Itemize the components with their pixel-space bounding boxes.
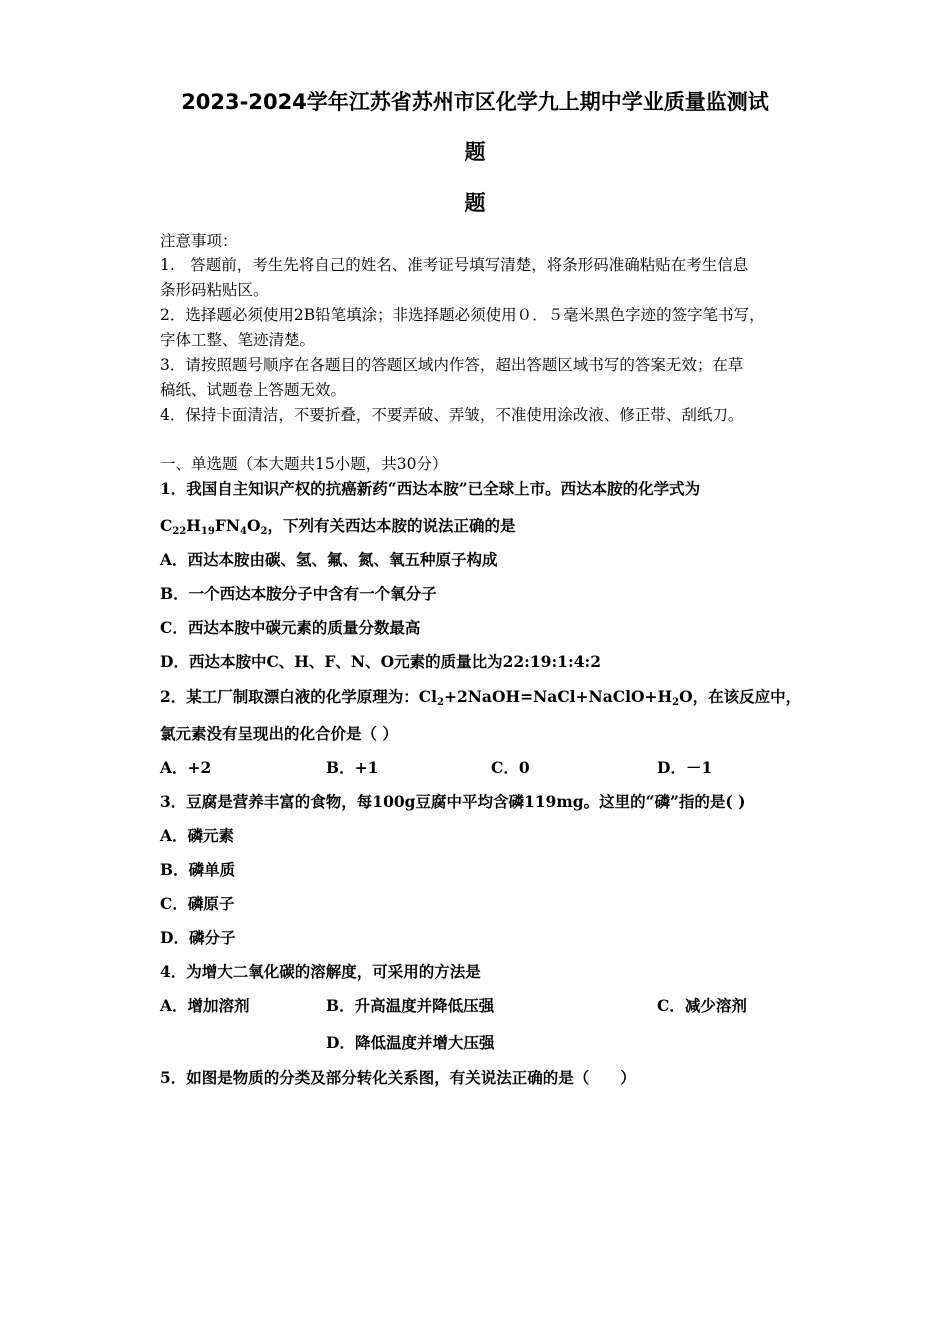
- formula-subscript: 2: [260, 526, 268, 537]
- question-4-stem: 4．为增大二氧化碳的溶解度，可采用的方法是: [160, 962, 481, 981]
- question-3-option-d: D．磷分子: [160, 928, 236, 947]
- exam-title-line-3: 题: [464, 191, 486, 215]
- notice-line: 条形码粘贴区。: [160, 281, 269, 299]
- notice-line: 3．请按照题号顺序在各题目的答题区域内作答，超出答题区域书写的答案无效；在草: [160, 356, 744, 374]
- formula-subscript: 2: [672, 697, 680, 708]
- question-2-stem: [160, 685, 801, 707]
- formula-element: O: [247, 516, 261, 535]
- formula-subscript: 2: [437, 697, 444, 708]
- formula-subscript: 22: [172, 526, 187, 537]
- question-2-stem-pre: 2．某工厂制取漂白液的化学原理为：Cl: [160, 687, 438, 706]
- question-1-option-c: C．西达本胺中碳元素的质量分数最高: [160, 618, 421, 637]
- question-2-option-c: C．0: [491, 758, 530, 777]
- formula-subscript: 4: [240, 526, 247, 537]
- question-1-option-a: A．西达本胺由碳、氢、氟、氮、氧五种原子构成: [160, 550, 498, 569]
- notice-line: 稿纸、试题卷上答题无效。: [160, 381, 347, 399]
- question-4-option-a: A．增加溶剂: [160, 996, 250, 1015]
- question-4-option-d: D．降低温度并增大压强: [326, 1033, 495, 1052]
- question-4-option-b: B．升高温度并降低压强: [326, 996, 495, 1015]
- question-5-stem: 5．如图是物质的分类及部分转化关系图，有关说法正确的是（ ）: [160, 1068, 636, 1087]
- section-heading: 一、单选题（本大题共15小题，共30分）: [160, 455, 448, 473]
- question-1-formula-line: [160, 514, 516, 536]
- question-2-stem-post: O，在该反应中，: [679, 687, 802, 706]
- question-2-stem-2: 氯元素没有呈现出的化合价是（ ）: [160, 724, 398, 743]
- question-3-stem: 3．豆腐是营养丰富的食物，每100g豆腐中平均含磷119mg。这里的“磷”指的是( ): [160, 792, 746, 811]
- notice-heading: 注意事项：: [160, 232, 238, 250]
- question-4-option-c: C．减少溶剂: [657, 996, 747, 1015]
- exam-title-line-2: 题: [464, 140, 486, 164]
- exam-title-line-1: 2023-2024学年江苏省苏州市区化学九上期中学业质量监测试: [181, 90, 769, 114]
- question-2-option-a: A．+2: [160, 758, 212, 777]
- question-1-stem: 1．我国自主知识产权的抗癌新药“西达本胺”已全球上市。西达本胺的化学式为: [160, 479, 701, 498]
- question-1-option-b: B．一个西达本胺分子中含有一个氧分子: [160, 584, 437, 603]
- question-1-stem-tail: ，下列有关西达本胺的说法正确的是: [267, 516, 516, 535]
- question-2-option-b: B．+1: [326, 758, 379, 777]
- question-2-option-d: D．－1: [657, 758, 713, 777]
- question-3-option-c: C．磷原子: [160, 894, 235, 913]
- question-1-option-d: D．西达本胺中C、H、F、N、O元素的质量比为22:19:1:4:2: [160, 652, 601, 671]
- formula-subscript: 19: [200, 526, 215, 537]
- notice-line: 4．保持卡面清洁，不要折叠，不要弄破、弄皱，不准使用涂改液、修正带、刮纸刀。: [160, 406, 744, 424]
- formula-element: FN: [214, 516, 241, 535]
- question-2-stem-mid: +2NaOH=NaCl+NaClO+H: [443, 687, 673, 706]
- notice-line: 2．选择题必须使用2B铅笔填涂；非选择题必须使用０．５毫米黑色字迹的签字笔书写，: [160, 306, 765, 324]
- formula-element: H: [186, 516, 201, 535]
- notice-line: 1. 答题前，考生先将自己的姓名、准考证号填写清楚，将条形码准确粘贴在考生信息: [160, 256, 749, 274]
- question-3-option-b: B．磷单质: [160, 860, 236, 879]
- formula-element: C: [160, 516, 173, 535]
- notice-line: 字体工整、笔迹清楚。: [160, 331, 316, 349]
- question-3-option-a: A．磷元素: [160, 826, 235, 845]
